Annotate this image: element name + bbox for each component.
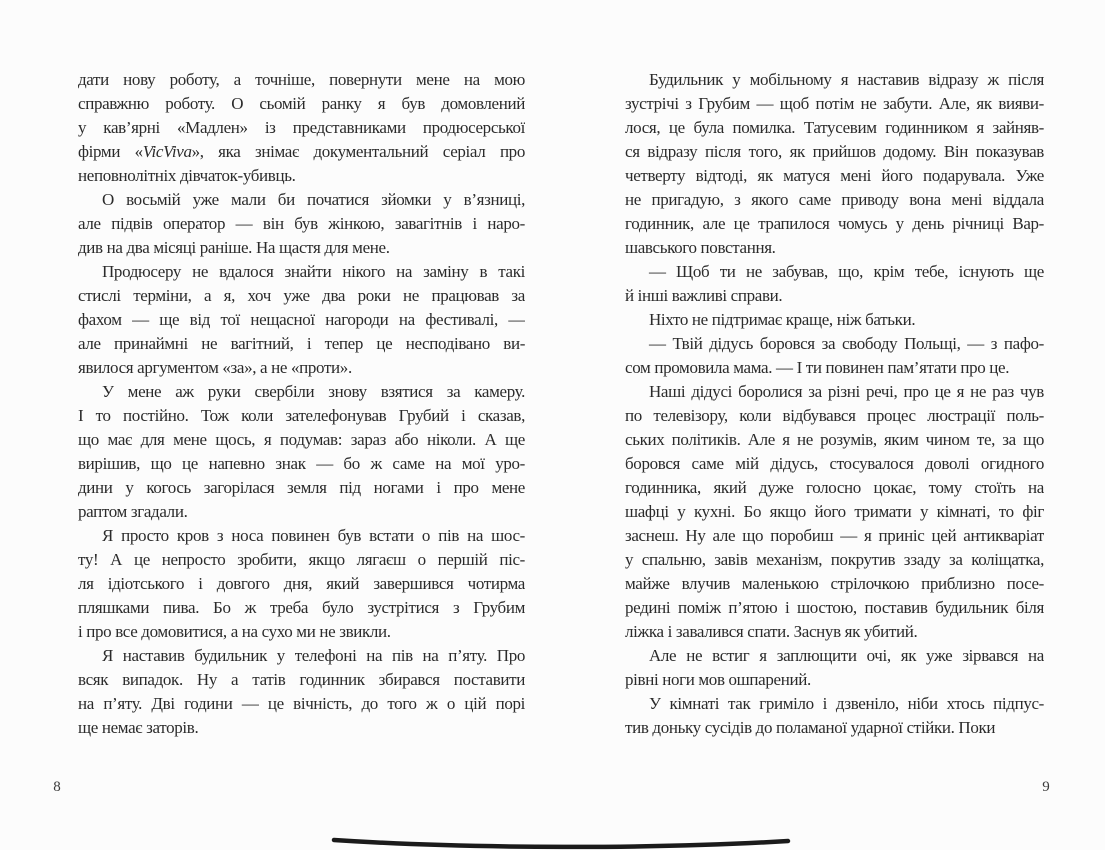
text-line: годинника, який дуже голосно цокає, тому стоїть на xyxy=(625,478,1044,497)
text-line: Я наставив будильник у телефоні на пів на п’яту. Про xyxy=(102,646,525,665)
text-line: у кав’ярні «Мадлен» із представниками продюсерської xyxy=(78,118,525,137)
text-line: пляшками пива. Бо ж треба було зустрітися з Грубим xyxy=(78,598,525,617)
text-line: ліжка і завалився спати. Заснув як убитий. xyxy=(625,622,918,641)
text-line: вирішив, що це напевно знак — бо ж саме на мої уро- xyxy=(78,454,525,473)
text-line: всяк випадок. Ну а татів годинник збирався поставити xyxy=(78,670,525,689)
text-line: дати нову роботу, а точніше, повернути мене на мою xyxy=(78,70,525,89)
text-line: у спальню, завів механізм, покрутив ззаду за коліщатка, xyxy=(625,550,1044,569)
text-segment: фірми « xyxy=(78,142,143,161)
text-line: фахом — ще від тої нещасної нагороди на фестивалі, — xyxy=(78,310,525,329)
text-line: але підвів оператор — він був жінкою, завагітнів і наро- xyxy=(78,214,525,233)
text-line: редині поміж п’ятою і шостою, поставив будильник біля xyxy=(625,598,1044,617)
text-line: по телевізору, коли відбувався процес люстрації поль- xyxy=(625,406,1044,425)
text-line: неповнолітніх дівчаток-убивць. xyxy=(78,166,296,185)
text-line: — Твій дідусь боровся за свободу Польщі, — з пафо- xyxy=(649,334,1044,353)
left-page-text xyxy=(78,68,525,740)
text-line: ще немає заторів. xyxy=(78,718,199,737)
text-line: що має для мене щось, я подумав: зараз або ніколи. А ще xyxy=(78,430,525,449)
text-line: Ніхто не підтримає краще, ніж батьки. xyxy=(649,310,916,329)
text-line xyxy=(78,140,525,164)
text-line: лося, це була помилка. Татусевим годинником я зайняв- xyxy=(625,118,1044,137)
text-line: ських політиків. Але я не розумів, яким чином те, за що xyxy=(625,430,1044,449)
text-line: шафці у кухні. Бо якщо його тримати у кімнаті, то фіг xyxy=(625,502,1044,521)
page-number-right: 9 xyxy=(1042,779,1050,795)
text-line: ся відразу після того, як прийшов додому. Він показував xyxy=(625,142,1044,161)
text-line: й інші важливі справи. xyxy=(625,286,783,305)
text-line: четверту відтоді, як матуся мені його подарувала. Уже xyxy=(625,166,1044,185)
text-line: Наші дідусі боролися за різні речі, про це я не раз чув xyxy=(649,382,1044,401)
text-line: явилося аргументом «за», а не «проти». xyxy=(78,358,352,377)
text-line: годинник, але це трапилося чомусь у день річниці Вар- xyxy=(625,214,1044,233)
text-line: Але не встиг я заплющити очі, як уже зірвався на xyxy=(649,646,1044,665)
text-line: на п’яту. Дві години — це вічність, до того ж о цій порі xyxy=(78,694,525,713)
text-line: справжню роботу. О сьомій ранку я був домовлений xyxy=(78,94,525,113)
text-line: заснеш. Ну але що поробиш — я приніс цей антикваріат xyxy=(625,526,1044,545)
text-line: дини у когось загорілася земля під ногами і про мене xyxy=(78,478,525,497)
text-line: ту! А це непросто зробити, якщо лягаєш о першій піс- xyxy=(78,550,525,569)
text-line: Продюсеру не вдалося знайти нікого на заміну в такі xyxy=(102,262,525,281)
text-line: і про все домовитися, а на сухо ми не звикли. xyxy=(78,622,391,641)
text-segment: », яка знімає документальний серіал про xyxy=(191,142,525,161)
text-line: боровся саме мій дідусь, стосувалося доволі огидного xyxy=(625,454,1044,473)
text-line: стислі терміни, а я, хоч уже два роки не працював за xyxy=(78,286,525,305)
text-line: У мене аж руки свербіли знову взятися за камеру. xyxy=(102,382,525,401)
text-line: — Щоб ти не забував, що, крім тебе, існують ще xyxy=(649,262,1044,281)
text-line: див на два місяці раніше. На щастя для мене. xyxy=(78,238,390,257)
text-line: зустрічі з Грубим — щоб потім не забути. Але, як вияви- xyxy=(625,94,1044,113)
page-bottom-edge-shadow xyxy=(0,828,1105,850)
text-line: але принаймні не вагітний, і тепер це несподівано ви- xyxy=(78,334,525,353)
text-line: шавського повстання. xyxy=(625,238,776,257)
text-line: не пригадую, з якого саме приводу вона мені віддала xyxy=(625,190,1044,209)
text-line: рівні ноги мов ошпарений. xyxy=(625,670,811,689)
italic-text-segment: VicViva xyxy=(142,142,192,161)
text-line: О восьмій уже мали би початися зйомки у в’язниці, xyxy=(102,190,525,209)
text-line: раптом згадали. xyxy=(78,502,188,521)
text-line: Будильник у мобільному я наставив відразу ж після xyxy=(649,70,1044,89)
text-line: сом промовила мама. — І ти повинен пам’ятати про це. xyxy=(625,358,1010,377)
text-line: тив доньку сусідів до поламаної ударної стійки. Поки xyxy=(625,718,996,737)
right-page-text xyxy=(625,68,1044,740)
text-line: ля ідіотського і довгого дня, який завершився чотирма xyxy=(78,574,525,593)
text-line: майже влучив маленькою стрілочкою приблизно посе- xyxy=(625,574,1044,593)
text-line: У кімнаті так гриміло і дзвеніло, ніби хтось підпус- xyxy=(649,694,1044,713)
page-number-left: 8 xyxy=(53,779,61,795)
text-line: І то постійно. Тож коли зателефонував Грубий і сказав, xyxy=(78,406,525,425)
text-line: Я просто кров з носа повинен був встати о пів на шос- xyxy=(102,526,525,545)
